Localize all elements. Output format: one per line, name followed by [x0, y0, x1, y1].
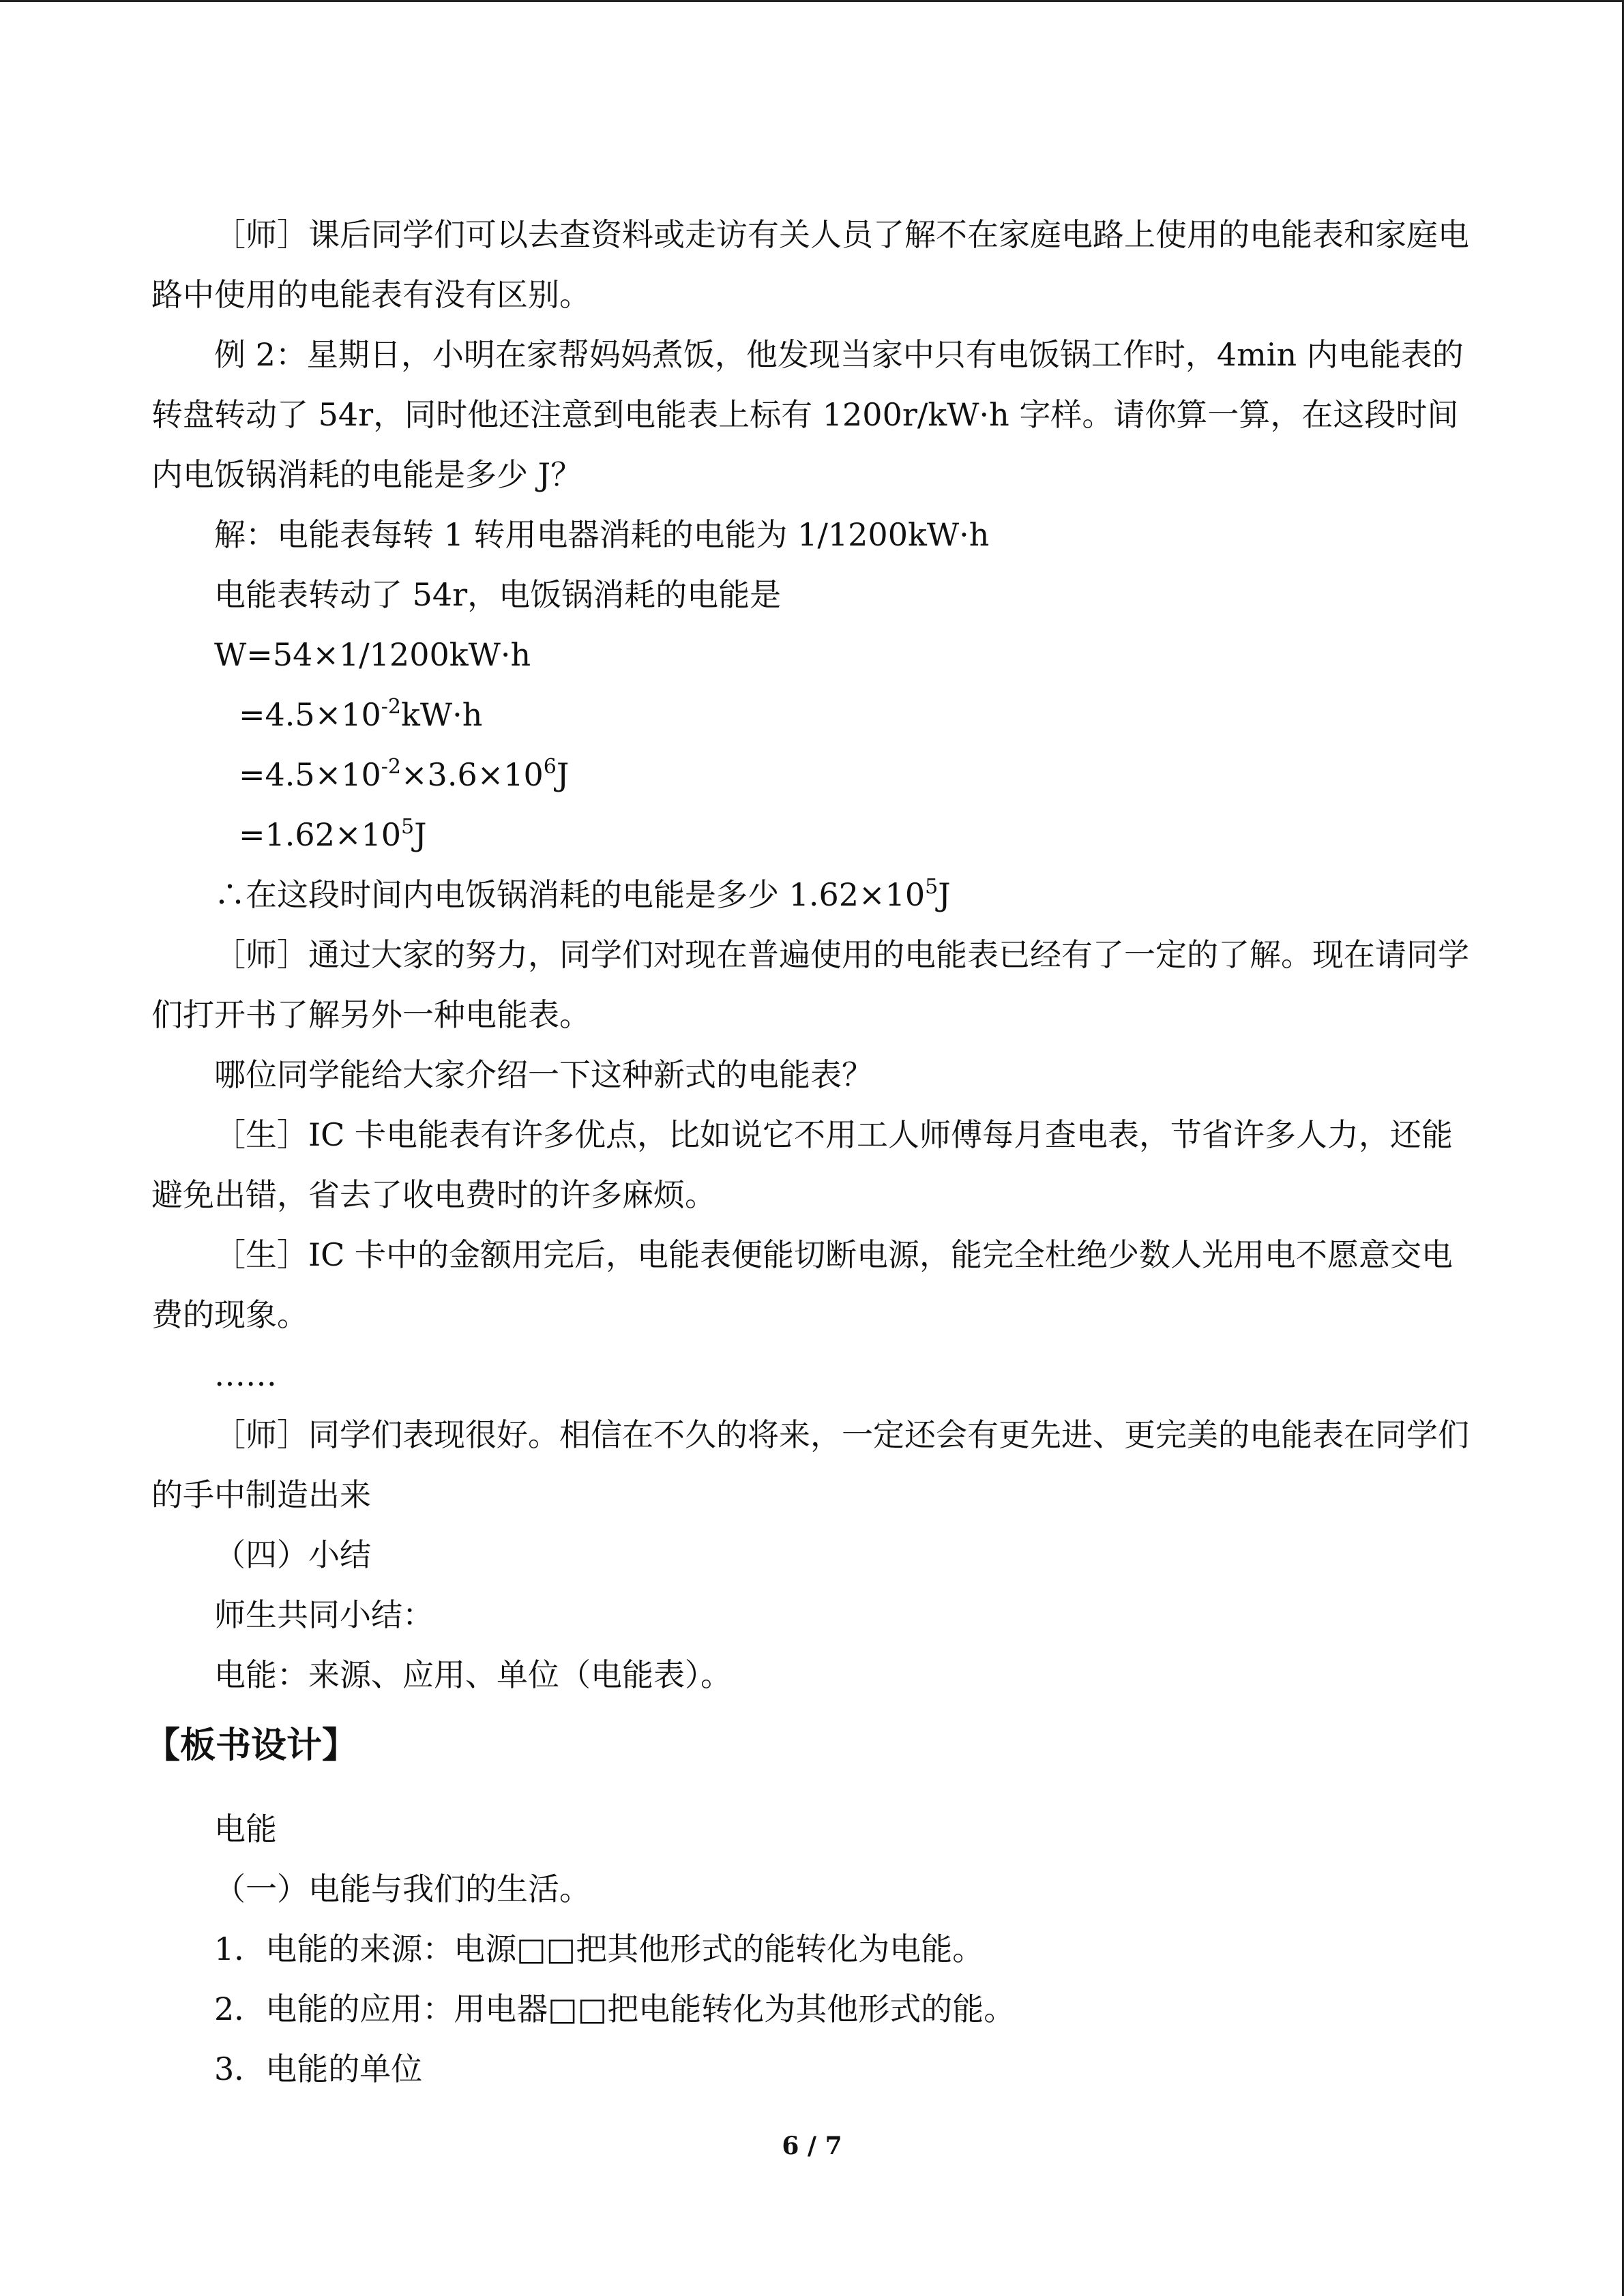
board-design-line: 1．电能的来源：电源□□把其他形式的能转化为电能。	[214, 1930, 984, 1967]
conclusion-text: J	[938, 876, 951, 913]
page-number: 6 / 7	[782, 2132, 842, 2160]
equation-text: =4.5×10	[239, 756, 381, 793]
equation-text: kW·h	[401, 696, 483, 733]
student-answer-2: ［生］IC 卡中的金额用完后，电能表便能切断电源，能完全杜绝少数人光用电不愿意交电费的现象。	[151, 1236, 1453, 1333]
equation-text: J	[556, 756, 570, 793]
ellipsis: ……	[214, 1356, 277, 1393]
exponent: 5	[925, 875, 939, 899]
solution-line: 电能表转动了 54r，电饭锅消耗的电能是	[214, 576, 782, 613]
board-design-line: （一）电能与我们的生活。	[214, 1870, 591, 1907]
page-border-top	[0, 0, 1624, 2]
summary-line: 师生共同小结：	[214, 1596, 434, 1633]
equation-line	[151, 805, 1475, 865]
equation-text: =1.62×10	[239, 816, 402, 853]
teacher-remark-1: ［师］课后同学们可以去查资料或走访有关人员了解不在家庭电路上使用的电能表和家庭电路中使用的电能表有没有区别。	[151, 216, 1469, 313]
conclusion-line	[151, 865, 1475, 925]
conclusion-text: ∴在这段时间内电饭锅消耗的电能是多少 1.62×10	[214, 876, 926, 913]
equation-line	[151, 745, 1475, 805]
teacher-remark-3: ［师］同学们表现很好。相信在不久的将来，一定还会有更先进、更完美的电能表在同学们的手中制造出来	[151, 1416, 1469, 1513]
example-2: 例 2：星期日，小明在家帮妈妈煮饭，他发现当家中只有电饭锅工作时，4min 内电能表的转盘转动了 54r，同时他还注意到电能表上标有 1200r/kW·h 字样。请你算一算，在这段时间内电饭锅消耗的电能是多少 J？	[151, 336, 1464, 493]
board-design-line: 2．电能的应用：用电器□□把电能转化为其他形式的能。	[214, 1991, 1016, 2027]
exponent: -2	[381, 755, 402, 779]
teacher-remark-2: ［师］通过大家的努力，同学们对现在普遍使用的电能表已经有了一定的了解。现在请同学们打开书了解另外一种电能表。	[151, 936, 1469, 1033]
equation-line: W=54×1/1200kW·h	[214, 636, 531, 673]
exponent: 6	[543, 755, 557, 779]
equation-text: J	[414, 816, 427, 853]
section-heading: 【板书设计】	[145, 1725, 358, 1766]
question-line: 哪位同学能给大家介绍一下这种新式的电能表？	[214, 1056, 873, 1093]
solution-line: 解：电能表每转 1 转用电器消耗的电能为 1/1200kW·h	[214, 516, 990, 553]
section-summary: （四）小结	[214, 1536, 371, 1573]
summary-line: 电能：来源、应用、单位（电能表）。	[214, 1656, 732, 1693]
document-body	[145, 205, 1475, 2099]
student-answer-1: ［生］IC 卡电能表有许多优点，比如说它不用工人师傅每月查电表，节省许多人力，还能避免出错，省去了收电费时的许多麻烦。	[151, 1116, 1453, 1213]
equation-line	[151, 685, 1475, 745]
board-design-line: 3．电能的单位	[214, 2051, 423, 2087]
exponent: -2	[381, 695, 402, 719]
equation-text: ×3.6×10	[401, 756, 544, 793]
exponent: 5	[401, 815, 415, 839]
equation-text: =4.5×10	[239, 696, 381, 733]
board-design-title: 电能	[214, 1810, 277, 1847]
